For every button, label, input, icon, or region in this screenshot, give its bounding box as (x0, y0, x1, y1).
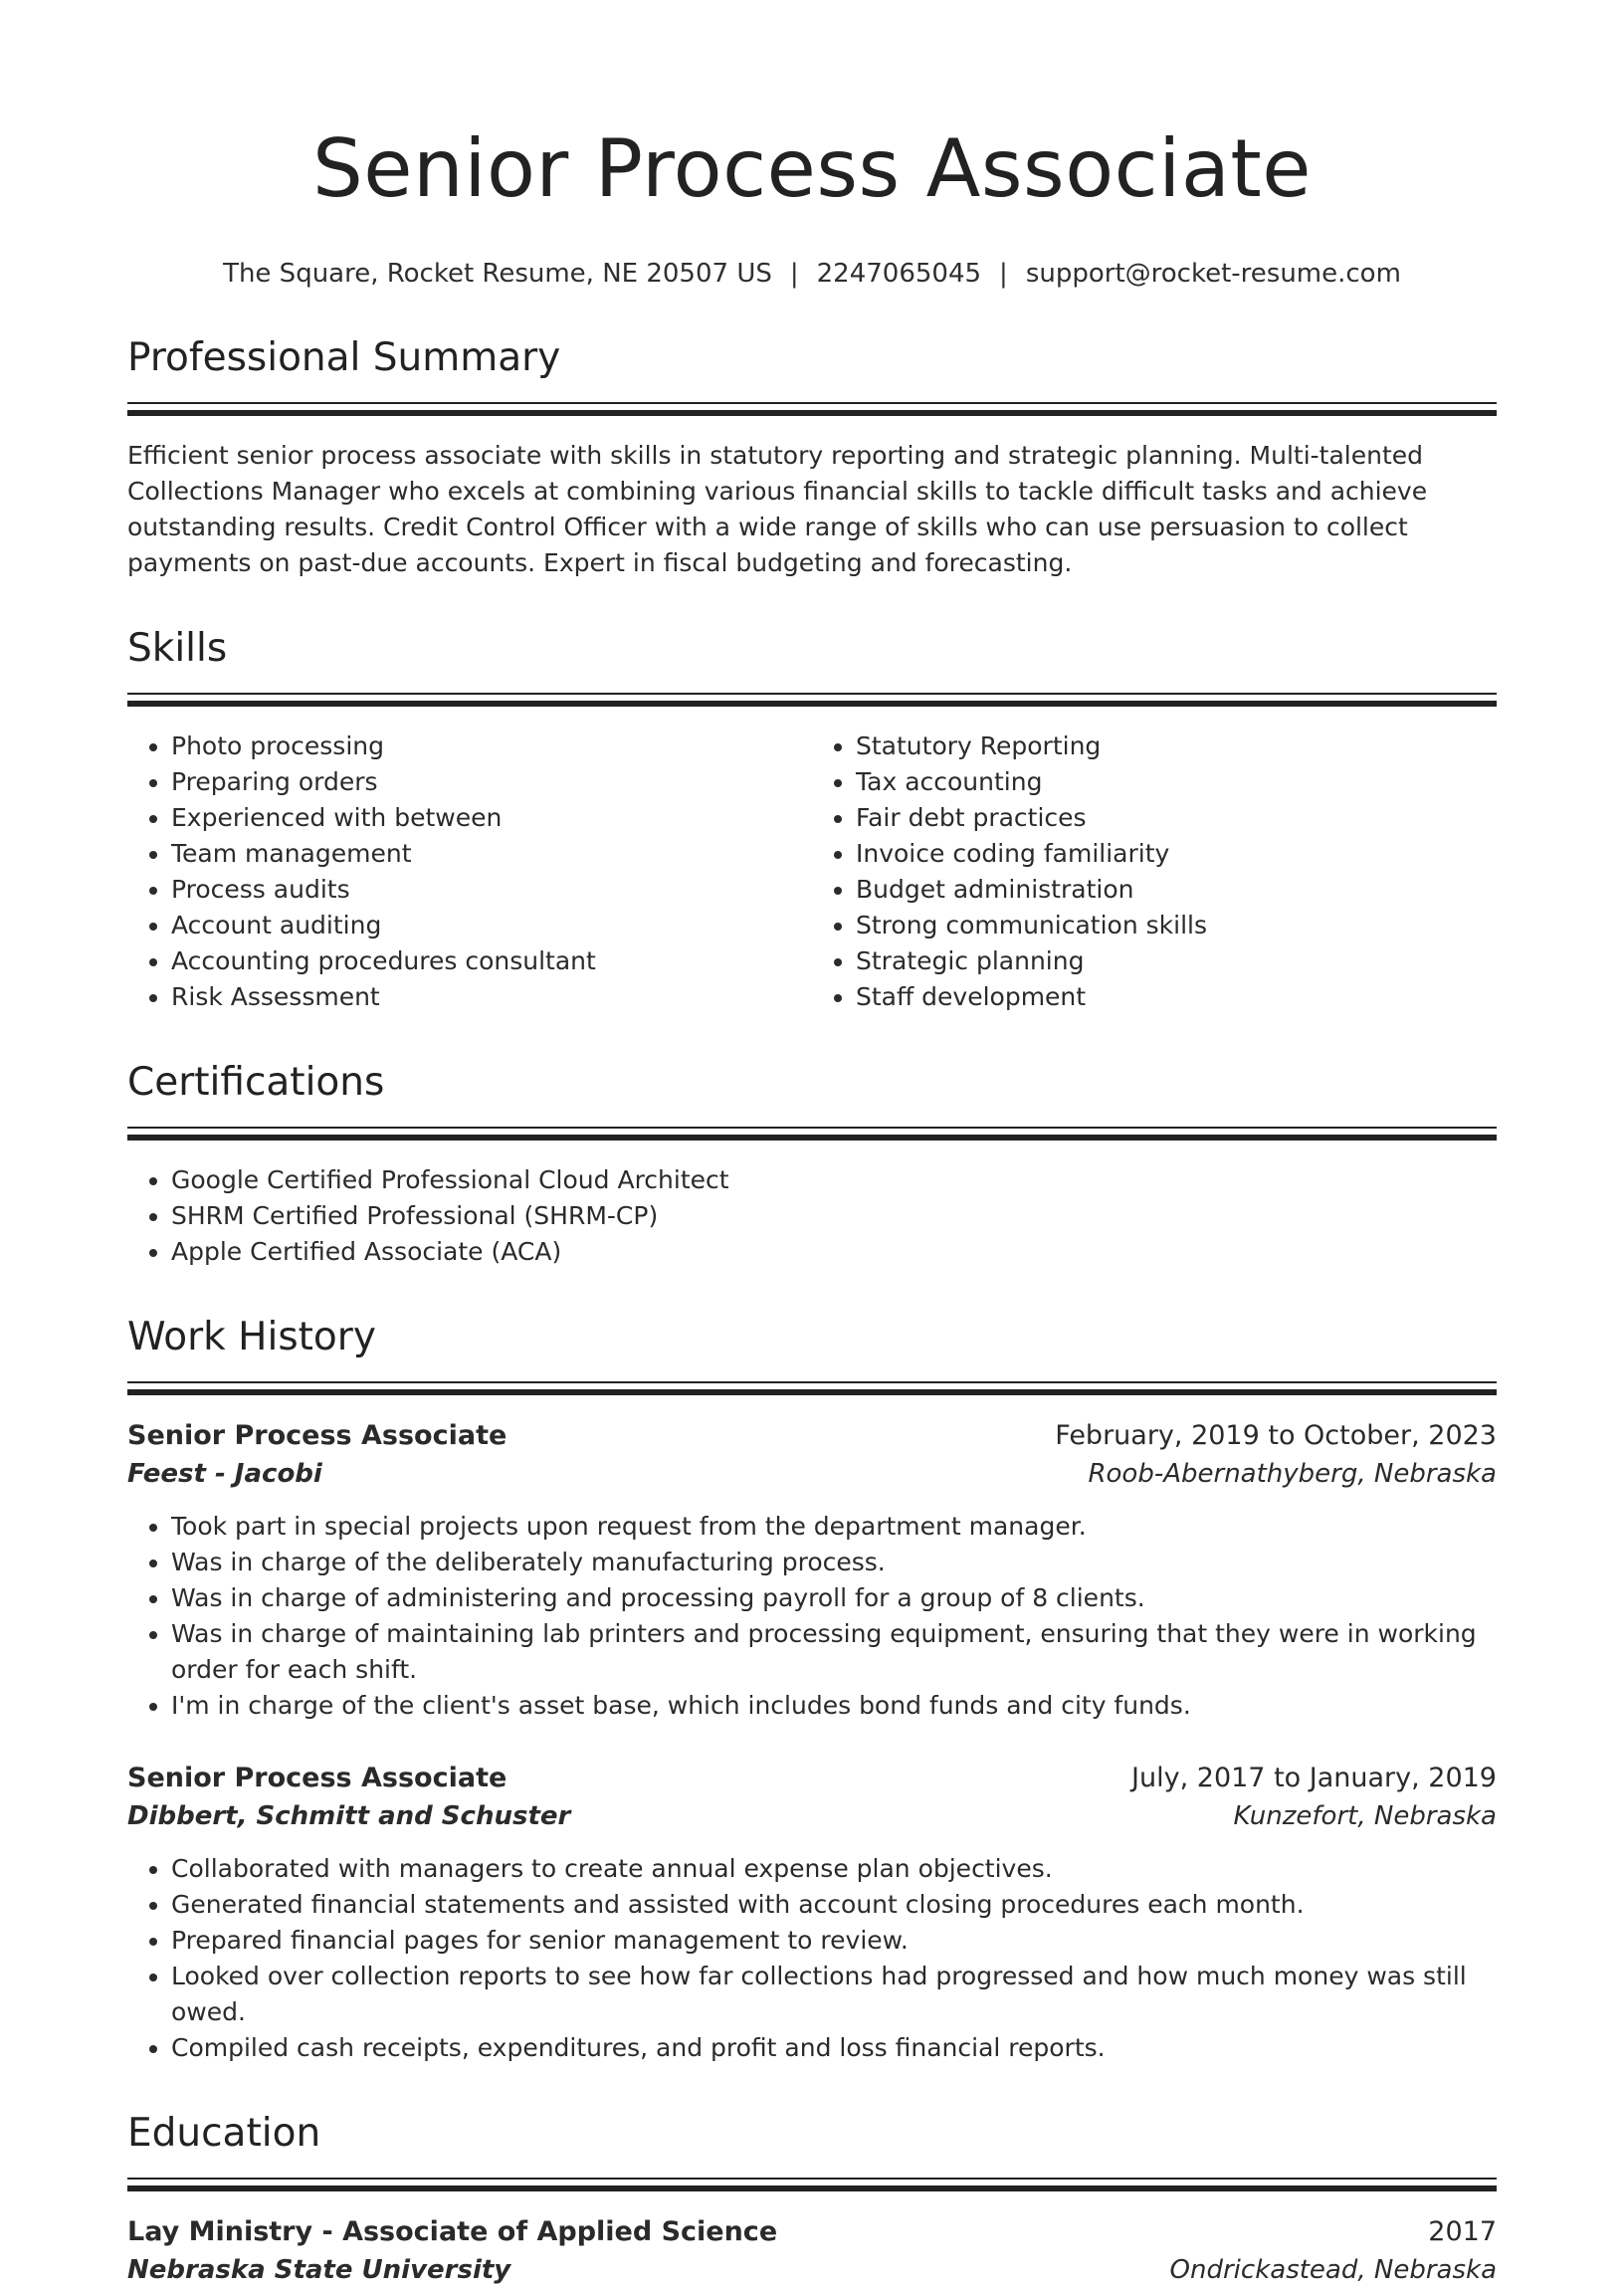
contact-line (127, 257, 1497, 291)
skill-item: • Statutory Reporting (856, 728, 1497, 764)
skill-item: • Invoice coding familiarity (856, 836, 1497, 872)
skill-item: • Photo processing (171, 728, 812, 764)
section-title: Skills (127, 626, 228, 671)
job-entry (127, 1417, 1497, 1724)
certification-item: • Apple Certified Associate (ACA) (171, 1234, 1497, 1270)
skill-item: • Tax accounting (856, 764, 1497, 800)
section-divider (127, 1381, 1497, 1395)
skill-item: • Process audits (171, 872, 812, 908)
skill-item: • Fair debt practices (856, 800, 1497, 836)
job-duties-list (127, 1851, 1497, 2066)
summary-section (127, 334, 1497, 581)
certification-item: • SHRM Certified Professional (SHRM-CP) (171, 1198, 1497, 1234)
education-section (127, 2110, 1497, 2289)
education-school: Nebraska State University (127, 2255, 511, 2285)
job-dates: February, 2019 to October, 2023 (1055, 1420, 1497, 1451)
skills-grid (127, 728, 1497, 1015)
skill-item: • Staff development (856, 979, 1497, 1015)
job-dates: July, 2017 to January, 2019 (1131, 1763, 1497, 1793)
job-duty: • Took part in special projects upon request from the department manager. (171, 1509, 1497, 1545)
job-duties-list (127, 1509, 1497, 1724)
education-location: Ondrickastead, Nebraska (1169, 2255, 1497, 2285)
skills-section (127, 625, 1497, 1015)
skill-item: • Strong communication skills (856, 908, 1497, 943)
job-duty: • Looked over collection reports to see how far collections had progressed and how much money was still owed. (171, 1959, 1497, 2030)
section-title: Work History (127, 1315, 376, 1359)
certifications-section (127, 1059, 1497, 1270)
education-degree: Lay Ministry - Associate of Applied Science (127, 2216, 778, 2247)
section-title: Professional Summary (127, 335, 561, 380)
job-company: Feest - Jacobi (127, 1459, 322, 1489)
job-duty: • Generated financial statements and assisted with account closing procedures each month. (171, 1887, 1497, 1923)
skill-item: • Risk Assessment (171, 979, 812, 1015)
job-company: Dibbert, Schmitt and Schuster (127, 1801, 571, 1831)
certifications-list (127, 1162, 1497, 1270)
job-location: Roob-Abernathyberg, Nebraska (1088, 1459, 1497, 1489)
job-duty: • I'm in charge of the client's asset base, which includes bond funds and city funds. (171, 1688, 1497, 1724)
job-entry (127, 1760, 1497, 2066)
contact-email: support@rocket-resume.com (1025, 259, 1401, 289)
job-title: Senior Process Associate (127, 1763, 508, 1793)
skill-item: • Budget administration (856, 872, 1497, 908)
resume-name: Senior Process Associate (312, 122, 1312, 215)
section-divider (127, 693, 1497, 707)
skills-list-left (127, 728, 812, 1015)
section-title: Certifications (127, 1060, 385, 1105)
education-entry (127, 2213, 1497, 2289)
contact-separator: | (789, 259, 799, 289)
job-duty: • Prepared financial pages for senior management to review. (171, 1923, 1497, 1959)
contact-separator: | (999, 259, 1008, 289)
job-duty: • Was in charge of maintaining lab printers and processing equipment, ensuring that they were in working order for each shift. (171, 1616, 1497, 1688)
job-duty: • Collaborated with managers to create annual expense plan objectives. (171, 1851, 1497, 1887)
skill-item: • Account auditing (171, 908, 812, 943)
summary-text: Efficient senior process associate with skills in statutory reporting and strategic planning. Multi-talented Collections Manager who excels at combining various financial skills to tackle difficult tasks and achieve outstanding results. Credit Control Officer with a wide range of skills who can use persuasion to collect payments on past-due accounts. Expert in fiscal budgeting and forecasting. (127, 441, 1428, 577)
skill-item: • Preparing orders (171, 764, 812, 800)
contact-address: The Square, Rocket Resume, NE 20507 US (223, 259, 772, 289)
job-location: Kunzefort, Nebraska (1233, 1801, 1497, 1831)
skill-item: • Experienced with between (171, 800, 812, 836)
job-duty: • Compiled cash receipts, expenditures, and profit and loss financial reports. (171, 2030, 1497, 2066)
contact-phone: 2247065045 (816, 259, 982, 289)
skill-item: • Team management (171, 836, 812, 872)
skill-item: • Strategic planning (856, 943, 1497, 979)
section-divider (127, 2178, 1497, 2191)
certification-item: • Google Certified Professional Cloud Architect (171, 1162, 1497, 1198)
job-duty: • Was in charge of the deliberately manufacturing process. (171, 1545, 1497, 1580)
skill-item: • Accounting procedures consultant (171, 943, 812, 979)
education-year: 2017 (1428, 2216, 1497, 2247)
section-divider (127, 402, 1497, 416)
job-duty: • Was in charge of administering and processing payroll for a group of 8 clients. (171, 1580, 1497, 1616)
work-history-section (127, 1314, 1497, 2066)
skills-list-right (812, 728, 1497, 1015)
section-divider (127, 1127, 1497, 1141)
section-title: Education (127, 2111, 321, 2156)
job-title: Senior Process Associate (127, 1420, 508, 1451)
